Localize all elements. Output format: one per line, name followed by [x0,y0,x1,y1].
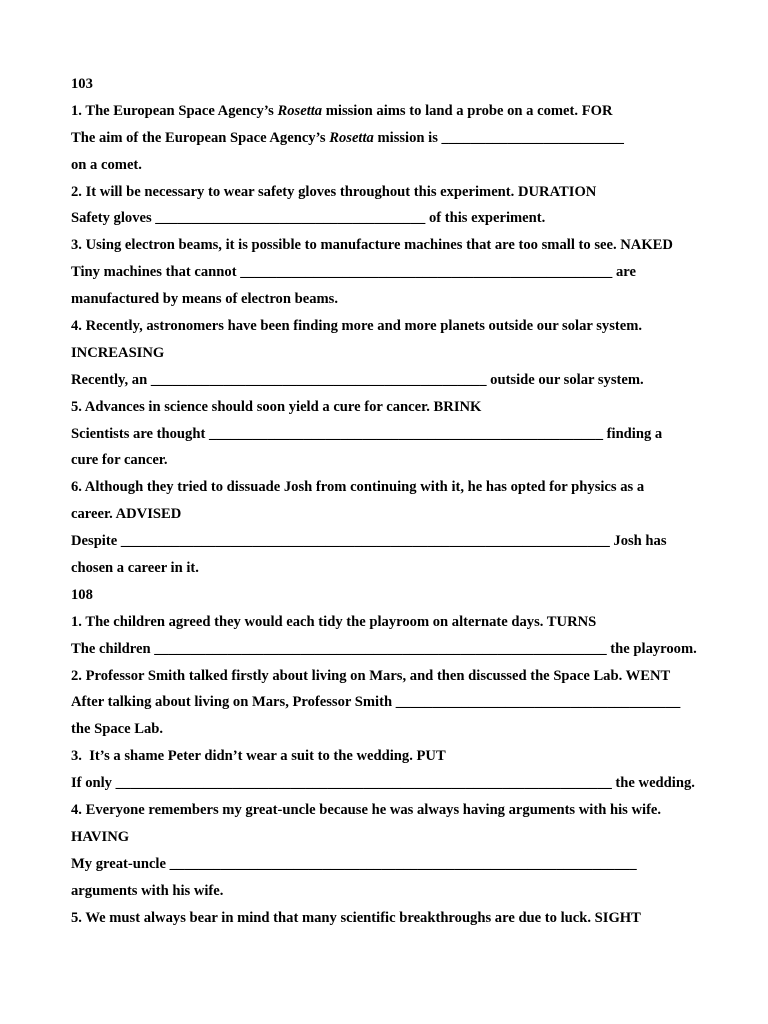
question-1-prompt: 1. The children agreed they would each tidy the playroom on alternate days. TURNS [71,613,597,630]
question-4-prompt: 4. Recently, astronomers have been finding more and more planets outside our solar system. [71,318,643,335]
question-3-answer-line: Tiny machines that cannot ___________________________________________________ are [71,264,636,281]
question-6-answer-line: Despite ___________________________________________________________________ Josh has [71,533,667,550]
document-page [71,71,711,932]
question-1-prompt: 1. The European Space Agency’s Rosetta mission aims to land a probe on a comet. FOR [71,102,613,119]
question-1-answer-end: on a comet. [71,156,142,173]
question-4-answer-end: arguments with his wife. [71,882,224,899]
question-3-answer-end: manufactured by means of electron beams. [71,291,338,308]
question-2-answer-line: Safety gloves _____________________________________ of this experiment. [71,210,546,227]
question-4-keyword: HAVING [71,828,130,845]
question-2-prompt: 2. Professor Smith talked firstly about living on Mars, and then discussed the Space Lab. WENT [71,667,671,684]
question-6-answer-end: chosen a career in it. [71,560,199,577]
rosetta-title: Rosetta [329,129,374,146]
question-1-answer-line: The aim of the European Space Agency’s Rosetta mission is _________________________ [71,129,624,146]
section-number: 108 [71,586,93,603]
question-4-answer-line: Recently, an ______________________________________________ outside our solar system. [71,371,644,388]
question-4-prompt: 4. Everyone remembers my great-uncle because he was always having arguments with his wife. [71,802,662,819]
question-3-answer-line: If only ____________________________________________________________________ the wedding. [71,775,695,792]
question-2-prompt: 2. It will be necessary to wear safety gloves throughout this experiment. DURATION [71,183,597,200]
question-6-keyword: career. ADVISED [71,506,182,523]
question-6-prompt: 6. Although they tried to dissuade Josh from continuing with it, he has opted for physics as a [71,479,645,496]
question-4-answer-line: My great-uncle ________________________________________________________________ [71,855,637,872]
question-3-prompt: 3. It’s a shame Peter didn’t wear a suit to the wedding. PUT [71,748,446,765]
question-4-keyword: INCREASING [71,344,165,361]
question-1-answer-line: The children ______________________________________________________________ the playroom. [71,640,697,657]
question-3-prompt: 3. Using electron beams, it is possible to manufacture machines that are too small to see. NAKED [71,237,673,254]
question-5-answer-line: Scientists are thought ______________________________________________________ finding a [71,425,663,442]
question-2-answer-line: After talking about living on Mars, Professor Smith _______________________________________ [71,694,681,711]
question-2-answer-end: the Space Lab. [71,721,164,738]
section-number: 103 [71,76,93,92]
question-5-prompt: 5. We must always bear in mind that many scientific breakthroughs are due to luck. SIGHT [71,909,641,926]
question-5-prompt: 5. Advances in science should soon yield a cure for cancer. BRINK [71,398,482,415]
rosetta-title: Rosetta [277,102,323,119]
question-5-answer-end: cure for cancer. [71,452,168,469]
